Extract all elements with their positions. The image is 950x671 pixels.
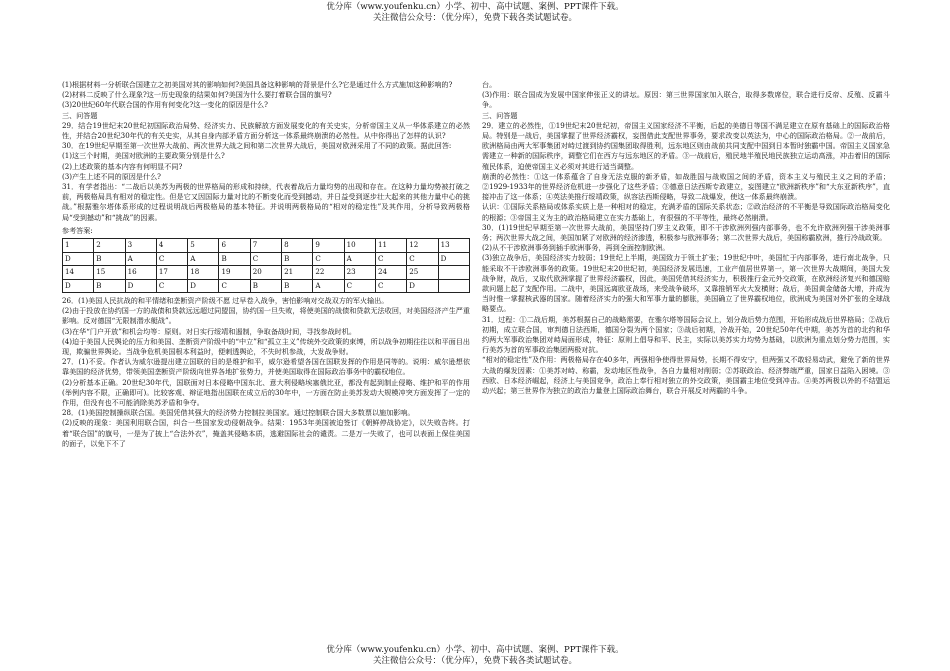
table-cell: 22 xyxy=(313,266,344,280)
answer-table xyxy=(62,238,470,293)
left-column xyxy=(62,80,470,449)
table-cell: C xyxy=(219,279,250,293)
table-cell: A xyxy=(313,279,344,293)
table-cell: 2 xyxy=(94,239,125,253)
table-cell: 24 xyxy=(375,266,406,280)
paragraph: 30．(1)19世纪早期至第一次世界大战前，美国坚持门罗主义政策，即不干涉欧洲列强内部事务，也不允许欧洲列强干涉美洲事务；两次世界大战之间，美国加紧了对欧洲的经济渗透，积极参与欧洲事务；第二次世界大战后，美国称霸欧洲，推行冷战政策。 xyxy=(482,222,890,243)
footer-line-1: 优分库（www.youfenku.cn）小学、初中、高中试题、案例、PPT课件下载。 xyxy=(326,645,624,655)
footer-line-2: 关注微信公众号：（优分库），免费下载各类试题试卷。 xyxy=(372,656,577,666)
table-cell: 12 xyxy=(407,239,438,253)
table-row xyxy=(63,279,470,293)
table-cell: A xyxy=(188,252,219,266)
table-cell: 20 xyxy=(250,266,281,280)
table-cell: 7 xyxy=(250,239,281,253)
paragraph: 31．有学者指出：“二战后以美苏为两极的世界格局的形成和持续，代表着战后力量均势的出现和存在。在这种力量均势被打破之前，两极格局具有相对的稳定性。但是它又因国际力量对比的不断变化而受到撼动，并日益受到逐步壮大起来的其他力量中心的挑战。”根据雅尔塔体系形成的过程说明战后两极格局的基本特征。并说明两极格局的“相对的稳定性”及其作用，分析导致两极格局“受到撼动”和“挑战”的因素。 xyxy=(62,182,470,222)
table-cell: 19 xyxy=(219,266,250,280)
paragraph: 26．(1)美国人民抗战的和平情绪和垄断资产阶级不愿 过早卷入战争，害怕影响对交战双方的军火输出。 xyxy=(62,296,389,306)
table-cell: D xyxy=(125,279,156,293)
table-cell: B xyxy=(250,279,281,293)
table-cell: B xyxy=(219,252,250,266)
paragraph: (3)产生上述不同的原因是什么? xyxy=(62,171,161,181)
table-cell: 1 xyxy=(63,239,94,253)
right-column xyxy=(482,80,890,396)
paragraph: 27．(1)不妥。作者认为威尔逊提出建立国联的目的是维护和平，威尔逊希望各国在国联发挥的作用是同等的。说明：威尔逊想依靠美国的经济优势，带领美国垄断资产阶级向世界各地扩张势力，并使美国取得在国际政治事务中的霸权地位。 xyxy=(62,357,470,377)
table-cell: 4 xyxy=(156,239,187,253)
table-cell: C xyxy=(375,279,406,293)
paragraph: (3)独立战争后，美国经济实力较弱；19世纪上半期，美国致力于领土扩张；19世纪中叶，美国忙于内部事务，进行南北战争，只能采取不干涉欧洲事务的政策。19世纪末20世纪初，美国经济发展迅速，工业产值居世界第一，第一次世界大战期间，美国大发战争财，战后，又取代欧洲掌握了世界经济霸权，因此，美国凭借其经济实力，积极推行金元外交政策，在欧洲经济复兴和德国赔款问题上起了支配作用。二战中，美国远离欧亚战场，来受战争破坏，又靠推销军火大发横财；战后，美国黄金储备大增，并成为当时惟一掌握核武器的国家。随着经济实力的强大和军事力量的膨胀，美国确立了世界霸权地位，欧洲成为美国对外扩张的全球战略要点。 xyxy=(482,253,890,314)
table-cell: C xyxy=(156,279,187,293)
paragraph: (2)上述政策的基本内容有何明显不同? xyxy=(62,161,183,171)
table-cell: B xyxy=(94,252,125,266)
table-cell: A xyxy=(344,252,375,266)
table-cell: C xyxy=(375,252,406,266)
paragraph: (1)这三个时期，美国对欧洲的主要政策分别是什么? xyxy=(62,151,225,161)
table-cell: 18 xyxy=(188,266,219,280)
section-heading: 三、问答题 xyxy=(62,110,98,120)
section-heading: 三、问答题 xyxy=(482,110,518,120)
answer-key-heading: 参考答案: xyxy=(62,225,93,235)
paragraph: 台。 xyxy=(482,80,497,89)
table-cell: 17 xyxy=(156,266,187,280)
header-line-1: 优分库（www.youfenku.cn）小学、初中、高中试题、案例、PPT课件下载。 xyxy=(326,2,624,12)
table-cell: 11 xyxy=(375,239,406,253)
table-cell: D xyxy=(63,279,94,293)
paragraph: 31．过程：①二战后期，美苏根据自己的战略需要，在雅尔塔等国际会议上，划分战后势力范围，开始形成战后世界格局；②战后初期，成立联合国，审判德日法西斯，德国分裂为两个国家；③战后初期，冷战开始，20世纪50年代中期，美苏为首的北约和华约两大军事政治集团对峙局面形成，特征：原则上倡导和平、民主，实际以美苏实力均势为基础，以欧洲为重点划分势力范围，实行美苏为首的军事政治集团两极对抗。 xyxy=(482,314,890,355)
table-cell: 25 xyxy=(407,266,438,280)
table-cell: A xyxy=(125,252,156,266)
paragraph: (2)分析基本正确。20世纪30年代，国联面对日本侵略中国东北、意大利侵略埃塞俄比亚，都没有起到制止侵略、维护和平的作用(举例内容不限，正确即可)。比较客观、辩证地指出国联在成立后的30年中，一方面在防止美苏发动大规模冲突方面发挥了一定的作用，但没有也不可能消除美苏矛盾和争夺。 xyxy=(62,377,470,408)
table-row xyxy=(63,252,470,266)
header-line-2: 关注微信公众号：（优分库），免费下载各类试题试卷。 xyxy=(372,13,577,23)
table-cell: 14 xyxy=(63,266,94,280)
table-cell: 6 xyxy=(219,239,250,253)
table-cell: 9 xyxy=(313,239,344,253)
paragraph: 认识：①国际关系格局或体系实质上是一种相对的稳定，充满矛盾的国际关系状态；②政治经济的不平衡是导致国际政治格局变化的根源；③帝国主义为主的政治格局建立在实力基础上，有很强的不平等性，最终必然崩溃。 xyxy=(482,202,890,222)
table-cell: B xyxy=(282,252,313,266)
table-cell: C xyxy=(156,252,187,266)
paragraph: (4)迫于美国人民舆论的压力和美国、垄断资产阶级中的“中立”和“孤立主义”传统外交政策的束缚，所以战争初期往往以和平面目出现，欺骗世界舆论。当战争危机美国根本利益时，便刺透舆论，不失时机参战，大发战争财。 xyxy=(62,336,470,357)
table-row xyxy=(63,239,470,253)
table-cell: 16 xyxy=(125,266,156,280)
table-cell: D xyxy=(407,279,438,293)
table-cell: 23 xyxy=(344,266,375,280)
table-cell: B xyxy=(282,279,313,293)
paragraph: 28．(1)美国控制操纵联合国。美国凭借其强大的经济势力控制拉美国家。通过控制联合国大多数票以施加影响。 xyxy=(62,408,415,418)
table-cell: 13 xyxy=(438,239,469,253)
table-cell: D xyxy=(188,279,219,293)
table-cell: C xyxy=(407,252,438,266)
paragraph: (2)材料二反映了什么现象?这一历史现象的结果如何?美国为什么要打着联合国的旗号? xyxy=(62,90,332,100)
paragraph: (2)由于投放在协约国一方的战债和贷款远远超过同盟国，协约国一旦失败，将使美国的战债和贷款无法收回，对美国经济产生严重影响。反对德国“无限制潜水艇战”。 xyxy=(62,306,470,326)
table-row xyxy=(63,266,470,280)
paragraph: (3)20世纪60年代联合国的作用有何变化?这一变化的原因是什么? xyxy=(62,100,268,110)
table-cell: D xyxy=(438,252,469,266)
table-cell: 15 xyxy=(94,266,125,280)
paragraph: “相对的稳定性”及作用：两极格局存在40多年，两强相争使得世界局势，长期不得安宁，但两强又不敢轻易动武，避免了新的世界大战的爆发因素：①美苏对峙、称霸，发动地区性战争，各自力量相对削弱；②苏联政治、经济弊端严重，国家日益陷入困境。③西欧、日本经济崛起，经济上与美国竞争，政治上奉行相对独立的外交政策，美国霸主地位受到冲击。④美苏两极以外的不结盟运动兴起；第三世界作为独立的政治力量登上国际政治舞台，联合开展反对两霸的斗争。 xyxy=(482,355,890,396)
table-cell: 5 xyxy=(188,239,219,253)
table-cell: 21 xyxy=(282,266,313,280)
page-header xyxy=(0,2,950,24)
paragraph: 30．在19世纪早期至第一次世界大战前、两次世界大战之间和第二次世界大战后，美国对欧洲采用了不同的政策。据此回答: xyxy=(62,141,452,151)
paragraph: 29．建立的必然性，①19世纪末20世纪初，帝国主义国家经济不平衡，后起的美德日等国不满足建立在原有基础上的国际政治格局。特别是一战后，美国掌握了世界经济霸权，妄图借此支配世界事务，要求改变以英法为，中心的国际政治格局。②一战前后，欧洲格局由两大军事集团对峙过渡到协约国集团取得胜利，远东地区则由战前共同支配中国到日本暂时独霸中国。帝国主义国家急需建立一种新的国际秩序，调整它们在西方与远东地区的矛盾。③一战前后，殖民地半殖民地民族独立运动高涨，冲击着旧的国际殖民体系，迫使帝国主义必须对其进行适当调整。 xyxy=(482,120,890,171)
table-cell: B xyxy=(94,279,125,293)
table-cell: C xyxy=(313,252,344,266)
table-cell: D xyxy=(63,252,94,266)
paragraph: (3)在华“门户开放”和机会均等：原则。对日实行绥靖和遏制，争取备战时间，寻找参战时机。 xyxy=(62,326,356,336)
table-cell xyxy=(438,279,469,293)
paragraph: (2)从不干涉欧洲事务到插手欧洲事务，再到全面控制欧洲。 xyxy=(482,243,670,253)
table-cell: 3 xyxy=(125,239,156,253)
table-cell: C xyxy=(344,279,375,293)
paragraph: (1)根据材料一分析联合国建立之初美国对其的影响如何?美国具备这种影响的背景是什么?它是通过什么方式施加这种影响的? xyxy=(62,80,453,89)
table-cell: 8 xyxy=(282,239,313,253)
table-cell: 10 xyxy=(344,239,375,253)
table-cell: C xyxy=(250,252,281,266)
page-footer xyxy=(0,645,950,667)
paragraph: (3)作用：联合国成为发展中国家伸张正义的讲坛。原因：第三世界国家加入联合，取得多数席位，联合进行反帝、反殖、反霸斗争。 xyxy=(482,90,890,110)
table-cell xyxy=(438,266,469,280)
paragraph: 29．结合19世纪末20世纪初国际政治局势、经济实力、民族解放方面发展变化的有关史实，分析帝国主义从一华体系建立的必然性，并结合20世纪30年代的有关史实，从其自身内部矛盾方面分析这一体系最终崩溃的必然性。从中你得出了怎样的认识? xyxy=(62,120,470,141)
paragraph: (2)反映的现象：美国利用联合国，纠合一些国家发动侵朝战争。结果：1953年美国被迫签订《朝鲜停战协定》，以失败告终。打着“联合国”的旗号，一是为了披上“合法外衣”，掩盖其侵略本质，逃避国际社会的谴责。二是万一失败了，也可以表面上保住美国的面子，以免下不了 xyxy=(62,418,470,448)
paragraph: 崩溃的必然性：①这一体系蕴含了自身无法克服的新矛盾，如战胜国与战败国之间的矛盾，资本主义与殖民主义之间的矛盾；②1929-1933年的世界经济危机进一步强化了这些矛盾；③德意日法西斯专政建立，妄图建立“欧洲新秩序”和“大东亚新秩序”，直接冲击了这一体系；④英法美推行绥靖政策，纵容法西斯侵略，导致二战爆发，使这一体系最终崩溃。 xyxy=(482,171,890,202)
